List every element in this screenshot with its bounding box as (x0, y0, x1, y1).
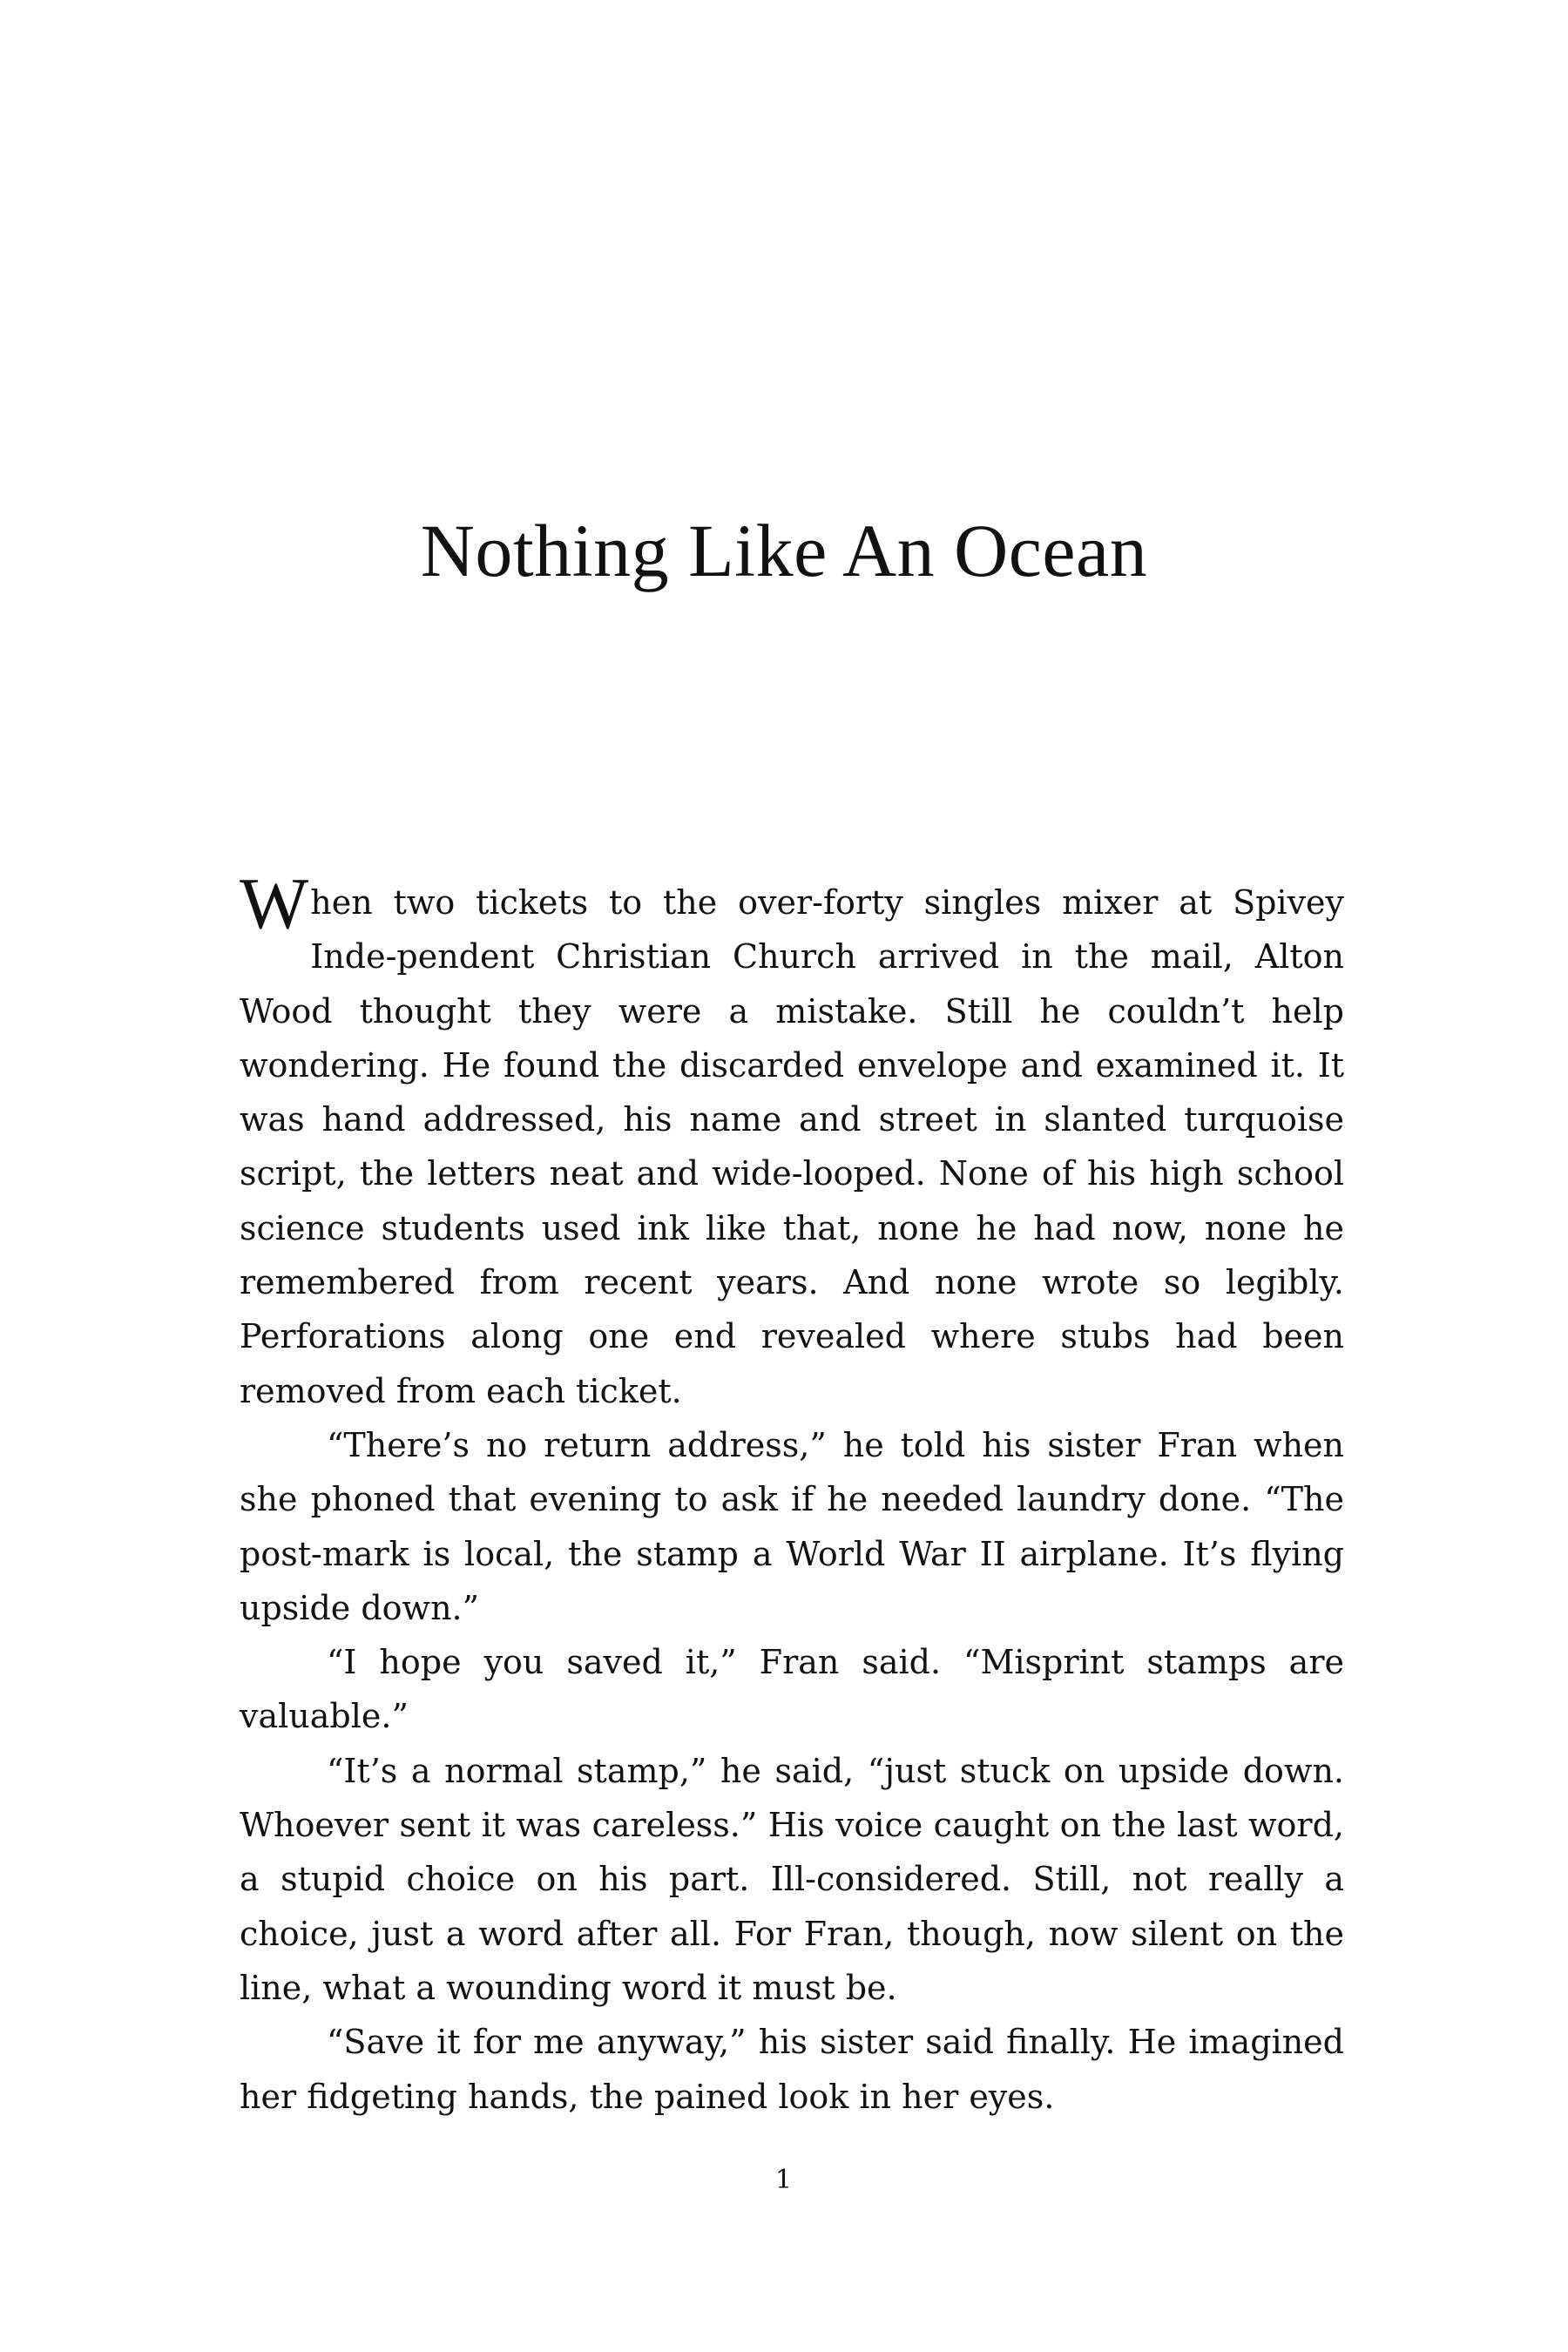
paragraph-2: “There’s no return address,” he told his sister Fran when she phoned that evening to ask if he needed laundry done. “The post-mark is local, the stamp a World War II airplane. It’s flying upside down.” (240, 1425, 1344, 1627)
paragraph-1 (240, 863, 1344, 1418)
paragraph-4: “It’s a normal stamp,” he said, “just stuck on upside down. Whoever sent it was careless.” His voice caught on the last word, a stupid choice on his part. Ill-considered. Still, not really a choice, just a word after all. For Fran, though, now silent on the line, what a wounding word it must be. (240, 1751, 1344, 2007)
paragraph-3: “I hope you saved it,” Fran said. “Misprint stamps are valuable.” (240, 1643, 1344, 1736)
page-number: 1 (774, 2165, 794, 2195)
chapter-title: Nothing Like An Ocean (420, 509, 1148, 592)
paragraph-5: “Save it for me anyway,” his sister said finally. He imagined her fidgeting hands, the pained look in her eyes. (240, 2023, 1344, 2116)
body-text (240, 863, 1344, 2124)
paragraph-1-text: hen two tickets to the over-forty singles mixer at Spivey Inde-pendent Christian Church arrived in the mail, Alton Wood thought they were a mistake. Still he couldn’t help wondering. He found the discarded envelope and examined it. It was hand addressed, his name and street in slanted turquoise script, the letters neat and wide-looped. None of his high school science students used ink like that, none he had now, none he remembered from recent years. And none wrote so legibly. Perforations along one end revealed where stubs had been removed from each ticket. (240, 883, 1344, 1410)
drop-cap: W (240, 863, 309, 944)
